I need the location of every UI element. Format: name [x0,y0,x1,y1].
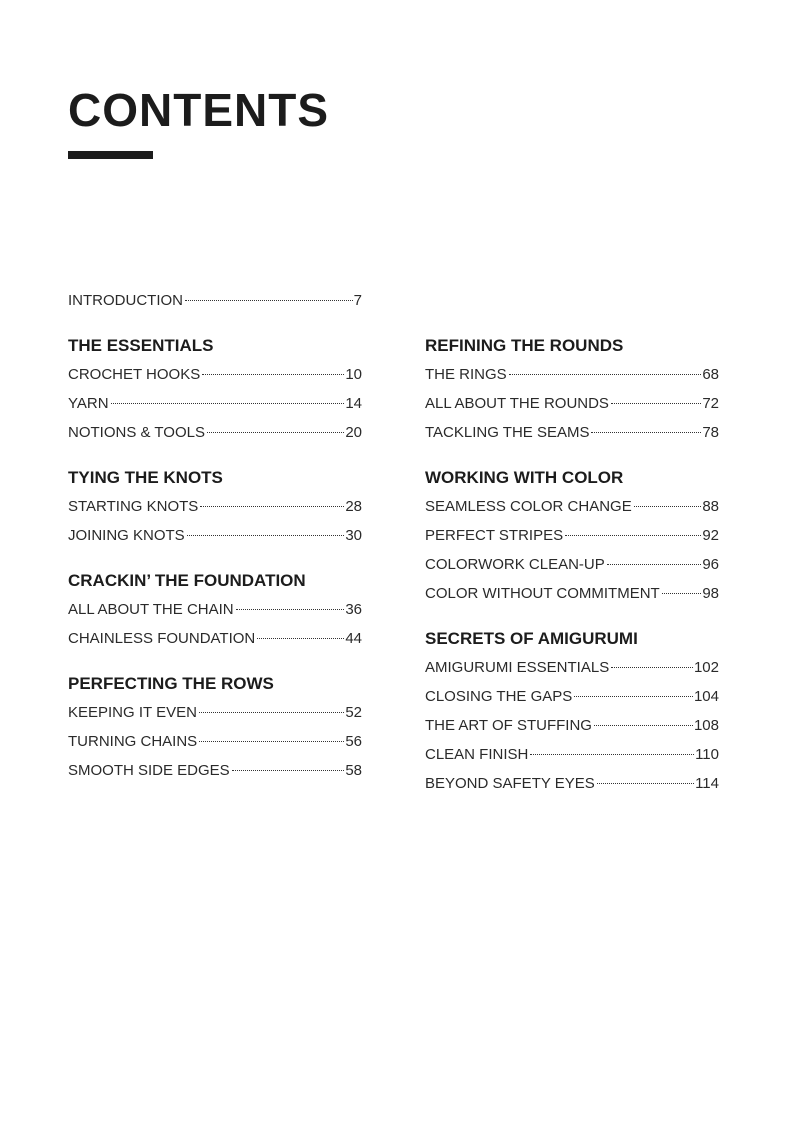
toc-entry-label: CLOSING THE GAPS [425,688,573,705]
toc-section-heading[interactable]: THE ESSENTIALS [68,336,214,355]
toc-entry-page: 7 [353,292,362,309]
dot-leader [611,403,701,404]
toc-entry-page: 102 [693,659,719,676]
toc-entry-page: 104 [693,688,719,705]
toc-entry-label: TACKLING THE SEAMS [425,424,590,441]
toc-entry-label: PERFECT STRIPES [425,527,564,544]
toc-entry-label: AMIGURUMI ESSENTIALS [425,659,610,676]
dot-leader [591,432,701,433]
toc-entry-label: COLOR WITHOUT COMMITMENT [425,585,660,602]
toc-entry[interactable] [425,579,719,608]
dot-leader [236,609,345,610]
toc-entry-page: 52 [345,704,362,721]
toc-entry-label: BEYOND SAFETY EYES [425,775,595,792]
toc-entry[interactable] [68,521,362,550]
toc-entry-label: NOTIONS & TOOLS [68,424,205,441]
dot-leader [185,300,353,301]
toc-entry[interactable] [68,360,362,389]
toc-entry[interactable] [68,624,362,653]
toc-entry-page: 36 [345,601,362,618]
toc-entry[interactable] [68,389,362,418]
dot-leader [565,535,701,536]
toc-entry-page: 68 [702,366,719,383]
toc-section-heading[interactable]: REFINING THE ROUNDS [425,336,624,355]
toc-entry-page: 96 [702,556,719,573]
toc-entry[interactable] [425,653,719,682]
toc-section [68,331,362,447]
toc-entry-page: 78 [702,424,719,441]
toc-entry[interactable] [425,389,719,418]
toc-entry-label: THE RINGS [425,366,507,383]
toc-section [425,331,719,447]
toc-entry-page: 92 [702,527,719,544]
toc-section [68,463,362,550]
toc-entry-label: SEAMLESS COLOR CHANGE [425,498,632,515]
toc-section-heading[interactable]: TYING THE KNOTS [68,468,223,487]
toc-entry-page: 28 [345,498,362,515]
toc-entry[interactable] [68,418,362,447]
toc-entry-label: ALL ABOUT THE ROUNDS [425,395,609,412]
toc-entry-page: 98 [702,585,719,602]
dot-leader [199,712,344,713]
toc-entry-page: 44 [345,630,362,647]
dot-leader [530,754,694,755]
toc-entry[interactable] [68,492,362,521]
toc-entry-label: TURNING CHAINS [68,733,198,750]
toc-entry-label: SMOOTH SIDE EDGES [68,762,230,779]
toc-entry-page: 14 [345,395,362,412]
toc-entry-page: 114 [695,775,719,792]
toc-entry-label: CLEAN FINISH [425,746,529,763]
toc-entry-label: YARN [68,395,109,412]
toc-entry-page: 108 [693,717,719,734]
toc-entry-label: INTRODUCTION [68,292,183,309]
toc-entry[interactable] [425,521,719,550]
dot-leader [594,725,693,726]
dot-leader [207,432,344,433]
toc-entry[interactable] [68,698,362,727]
toc-entry[interactable] [425,360,719,389]
toc-entry[interactable] [425,769,719,798]
toc-section-heading[interactable]: SECRETS OF AMIGURUMI [425,629,638,648]
dot-leader [111,403,345,404]
toc-left-column [68,286,362,801]
toc-entry[interactable] [425,711,719,740]
dot-leader [574,696,693,697]
toc-right-column [425,331,719,814]
dot-leader [509,374,702,375]
toc-entry[interactable] [425,740,719,769]
toc-entry-label: STARTING KNOTS [68,498,199,515]
toc-entry-page: 20 [345,424,362,441]
toc-section-heading[interactable]: WORKING WITH COLOR [425,468,624,487]
page-title: CONTENTS [68,84,329,136]
toc-section-heading[interactable]: PERFECTING THE ROWS [68,674,274,693]
toc-entry-label: THE ART OF STUFFING [425,717,592,734]
dot-leader [202,374,344,375]
toc-section [425,624,719,798]
toc-entry-page: 110 [695,746,719,763]
toc-entry-label: CROCHET HOOKS [68,366,201,383]
toc-entry-page: 88 [702,498,719,515]
dot-leader [597,783,694,784]
toc-entry[interactable] [68,756,362,785]
toc-section [68,566,362,653]
dot-leader [662,593,702,594]
dot-leader [611,667,693,668]
toc-entry-introduction[interactable] [68,286,362,315]
toc-section [425,463,719,608]
toc-entry[interactable] [425,492,719,521]
toc-entry-page: 72 [702,395,719,412]
toc-entry-label: COLORWORK CLEAN-UP [425,556,605,573]
dot-leader [232,770,345,771]
toc-entry-page: 30 [345,527,362,544]
toc-entry-label: ALL ABOUT THE CHAIN [68,601,234,618]
toc-entry-page: 56 [345,733,362,750]
title-underline [68,151,153,159]
toc-section [68,669,362,785]
dot-leader [199,741,344,742]
toc-entry-label: JOINING KNOTS [68,527,185,544]
dot-leader [187,535,345,536]
toc-entry[interactable] [425,418,719,447]
toc-section-heading[interactable]: CRACKIN’ THE FOUNDATION [68,571,306,590]
toc-entry-label: KEEPING IT EVEN [68,704,197,721]
toc-entry-page: 58 [345,762,362,779]
toc-entry-label: CHAINLESS FOUNDATION [68,630,256,647]
dot-leader [200,506,344,507]
toc-entry[interactable] [68,595,362,624]
toc-entry[interactable] [425,682,719,711]
dot-leader [607,564,702,565]
toc-entry[interactable] [68,727,362,756]
toc-entry-page: 10 [345,366,362,383]
dot-leader [634,506,702,507]
toc-entry[interactable] [425,550,719,579]
dot-leader [257,638,344,639]
